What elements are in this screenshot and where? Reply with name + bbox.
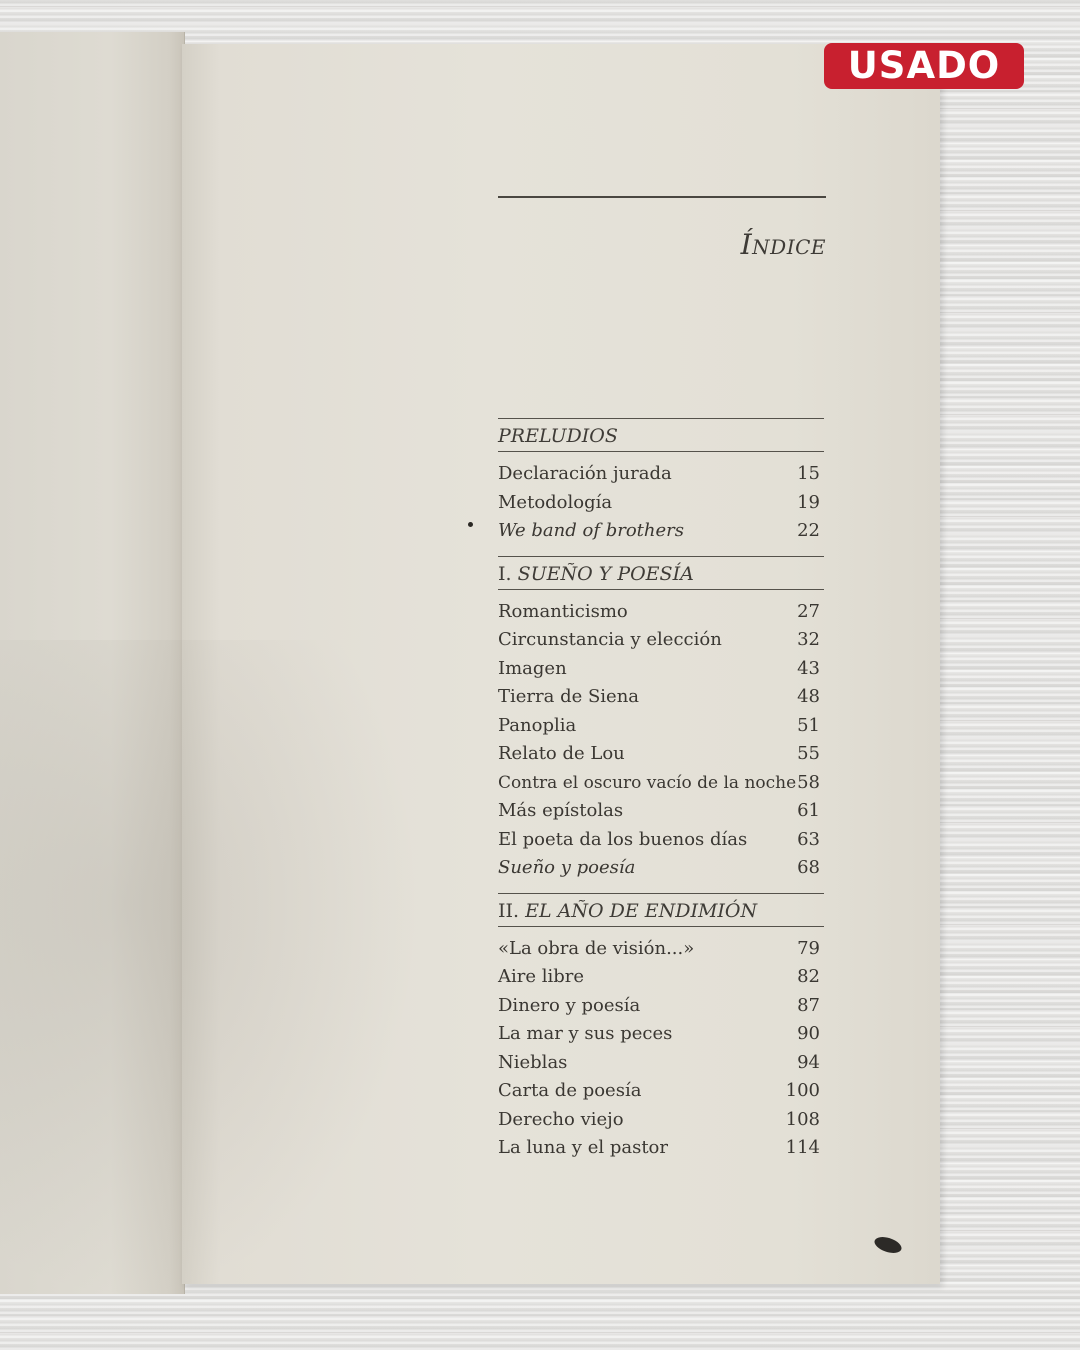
entry-page: 114 [785, 1137, 820, 1158]
toc-entry [498, 517, 824, 546]
entry-page: 22 [797, 520, 820, 541]
entry-title: La luna y el pastor [498, 1137, 668, 1158]
toc-entry [498, 826, 824, 855]
toc-entry [498, 489, 824, 518]
entry-page: 87 [797, 994, 820, 1016]
entry-page: 61 [797, 800, 820, 821]
toc-entry [498, 992, 824, 1021]
section-number: I. [498, 562, 512, 585]
section-heading [498, 556, 824, 590]
entry-page: 51 [797, 714, 820, 736]
entry-title: Más epístolas [498, 800, 624, 821]
toc-entry [498, 598, 824, 627]
entry-page: 58 [797, 771, 820, 793]
ink-dot [468, 522, 473, 527]
toc-section [498, 893, 824, 1163]
entry-page: 108 [785, 1108, 820, 1130]
section-title: SUEÑO Y POESÍA [517, 562, 694, 585]
entry-page: 90 [797, 1023, 820, 1044]
entry-title: Carta de poesía [498, 1080, 642, 1101]
section-title: EL AÑO DE ENDIMIÓN [525, 899, 758, 922]
entry-title: Sueño y poesía [498, 857, 636, 878]
toc-section [498, 556, 824, 883]
entry-page: 68 [797, 857, 820, 878]
toc-entry [498, 1049, 824, 1078]
toc-entry [498, 712, 824, 741]
entry-title: Declaración jurada [498, 463, 672, 484]
toc-entry [498, 1134, 824, 1163]
used-badge: USADO [824, 43, 1024, 89]
left-book-page [0, 32, 185, 1294]
entry-page: 15 [797, 463, 820, 484]
entry-title: Relato de Lou [498, 743, 625, 764]
entry-title: Romanticismo [498, 600, 628, 622]
entry-page: 100 [785, 1080, 820, 1101]
entry-title: El poeta da los buenos días [498, 828, 748, 850]
entry-title: La mar y sus peces [498, 1023, 673, 1044]
entry-title: Dinero y poesía [498, 994, 641, 1016]
section-title: PRELUDIOS [498, 425, 618, 447]
section-heading [498, 418, 824, 452]
entry-page: 82 [797, 966, 820, 987]
toc-entry [498, 1106, 824, 1135]
entry-page: 79 [797, 937, 820, 959]
entry-page: 19 [797, 491, 820, 513]
entry-title: «La obra de visión...» [498, 937, 695, 959]
entry-title: Aire libre [498, 966, 585, 987]
entry-title: We band of brothers [498, 520, 685, 541]
entry-page: 94 [797, 1051, 820, 1073]
toc-entry [498, 1020, 824, 1049]
entry-title: Tierra de Siena [498, 686, 640, 707]
entry-title: Panoplia [498, 714, 577, 736]
toc-title: Índice [740, 228, 826, 261]
entry-title: Contra el oscuro vacío de la noche [498, 772, 797, 793]
entry-title: Derecho viejo [498, 1108, 624, 1130]
entry-page: 48 [797, 686, 820, 707]
section-gap [498, 546, 824, 556]
entry-title: Circunstancia y elección [498, 629, 722, 650]
entry-page: 32 [797, 629, 820, 650]
toc-entry [498, 797, 824, 826]
toc-entry [498, 854, 824, 883]
entry-title: Nieblas [498, 1051, 568, 1073]
toc-entry [498, 626, 824, 655]
section-heading [498, 893, 824, 927]
toc-section [498, 418, 824, 546]
toc-entry [498, 1077, 824, 1106]
entry-page: 27 [797, 600, 820, 622]
toc-entry [498, 460, 824, 489]
section-gap [498, 883, 824, 893]
entry-page: 63 [797, 828, 820, 850]
entry-page: 55 [797, 743, 820, 764]
section-number: II. [498, 899, 520, 922]
entry-title: Imagen [498, 657, 567, 679]
toc-entry [498, 683, 824, 712]
entry-title: Metodología [498, 491, 613, 513]
entry-page: 43 [797, 657, 820, 679]
toc-sections [498, 418, 824, 1163]
toc-entry [498, 935, 824, 964]
toc-entry [498, 655, 824, 684]
toc-entry [498, 740, 824, 769]
top-rule [498, 196, 826, 198]
table-of-contents [498, 196, 826, 1158]
toc-entry [498, 963, 824, 992]
toc-entry [498, 769, 824, 798]
